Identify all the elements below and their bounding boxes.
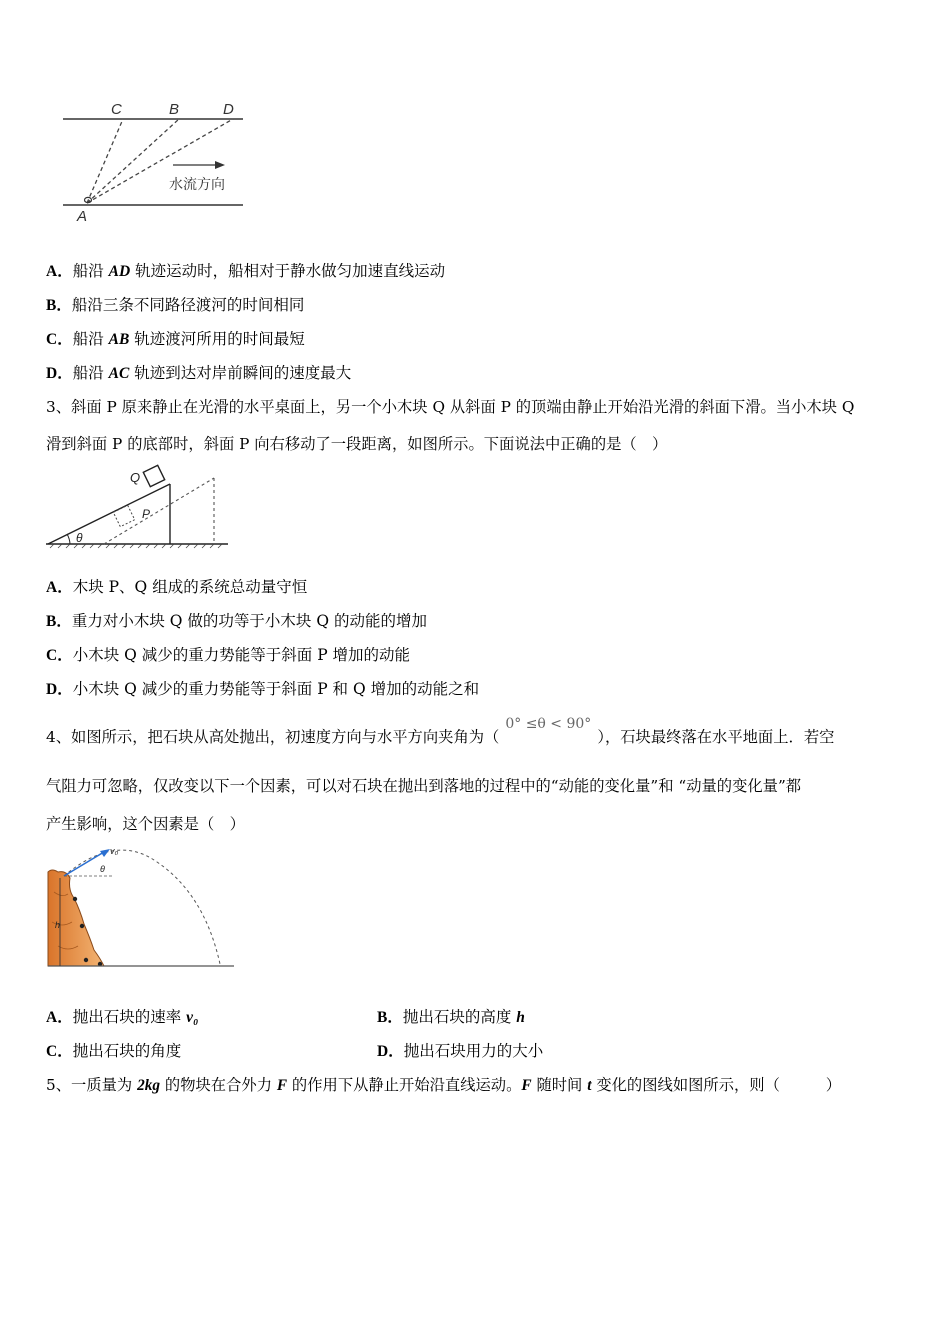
q4-option-b: B．抛出石块的高度 h — [377, 1008, 525, 1026]
q4-option-a: A．抛出石块的速率 v₀ — [46, 1008, 199, 1026]
label-b: B — [169, 101, 180, 118]
path-ab — [87, 119, 179, 203]
q3-stem-line-2: 滑到斜面 P 的底部时，斜面 P 向右移动了一段距离，如图所示。下面说法中正确的是（ ） — [46, 435, 668, 453]
q3-option-a: A．木块 P、Q 组成的系统总动量守恒 — [46, 578, 308, 596]
q2-option-b: B．船沿三条不同路径渡河的时间相同 — [46, 296, 305, 314]
incline-figure — [44, 464, 234, 554]
q2-option-d: D．船沿 AC 轨迹到达对岸前瞬间的速度最大 — [46, 364, 352, 382]
river-crossing-figure — [55, 95, 255, 230]
angle-arc — [67, 534, 70, 544]
rock-dot-2 — [80, 924, 84, 928]
label-theta-4: θ — [100, 864, 105, 874]
rock-dot-3 — [84, 958, 88, 962]
q4-stem-line-2: 气阻力可忽略，仅改变以下一个因素，可以对石块在抛出到落地的过程中的“动能的变化量”和 “动量的变化量”都 — [46, 777, 802, 795]
label-h: h — [55, 920, 61, 930]
q4-option-c: C．抛出石块的角度 — [46, 1042, 182, 1060]
q3-stem-line-1: 3、斜面 P 原来静止在光滑的水平桌面上，另一个小木块 Q 从斜面 P 的顶端由静止开始沿光滑的斜面下滑。当小木块 Q — [46, 398, 855, 416]
velocity-arrow — [64, 852, 104, 876]
label-q: Q — [130, 470, 141, 485]
projectile-figure — [44, 842, 244, 972]
cliff — [48, 870, 104, 966]
q4-stem-line-3: 产生影响，这个因素是（ ） — [46, 815, 245, 833]
moved-incline-hypotenuse — [104, 478, 214, 544]
q3-option-b: B．重力对小木块 Q 做的功等于小木块 Q 的动能的增加 — [46, 612, 427, 630]
label-p: P — [142, 507, 151, 521]
q4-stem-line-1: 4、如图所示，把石块从高处抛出，初速度方向与水平方向夹角为（0° ≤θ < 90°），石块最终落在水平地面上．若空 — [46, 716, 835, 746]
q3-option-c: C．小木块 Q 减少的重力势能等于斜面 P 增加的动能 — [46, 646, 411, 664]
label-d: D — [223, 101, 234, 118]
flow-arrow-head — [215, 161, 225, 169]
flow-direction-label: 水流方向 — [169, 176, 225, 192]
q2-option-a: A．船沿 AD 轨迹运动时，船相对于静水做匀加速直线运动 — [46, 262, 446, 280]
q4-option-d: D．抛出石块用力的大小 — [377, 1042, 544, 1060]
label-a: A — [77, 208, 88, 225]
block-q — [143, 465, 164, 486]
label-c: C — [111, 101, 122, 118]
path-ac — [87, 119, 123, 203]
label-theta: θ — [76, 531, 83, 545]
q2-option-c: C．船沿 AB 轨迹渡河所用的时间最短 — [46, 330, 305, 348]
angle-range-formula: 0° ≤θ < 90° — [505, 716, 592, 732]
q5-stem: 5、一质量为 2kg 的物块在合外力 F 的作用下从静止开始沿直线运动。F 随时间 t 变化的图线如图所示，则（ ） — [46, 1076, 842, 1094]
label-v0: v₀ — [110, 846, 119, 856]
incline-hypotenuse — [48, 484, 170, 544]
velocity-arrow-head — [100, 849, 110, 857]
block-q-dashed — [113, 505, 134, 526]
rock-dot-1 — [73, 897, 77, 901]
q3-option-d: D．小木块 Q 减少的重力势能等于斜面 P 和 Q 增加的动能之和 — [46, 680, 480, 698]
